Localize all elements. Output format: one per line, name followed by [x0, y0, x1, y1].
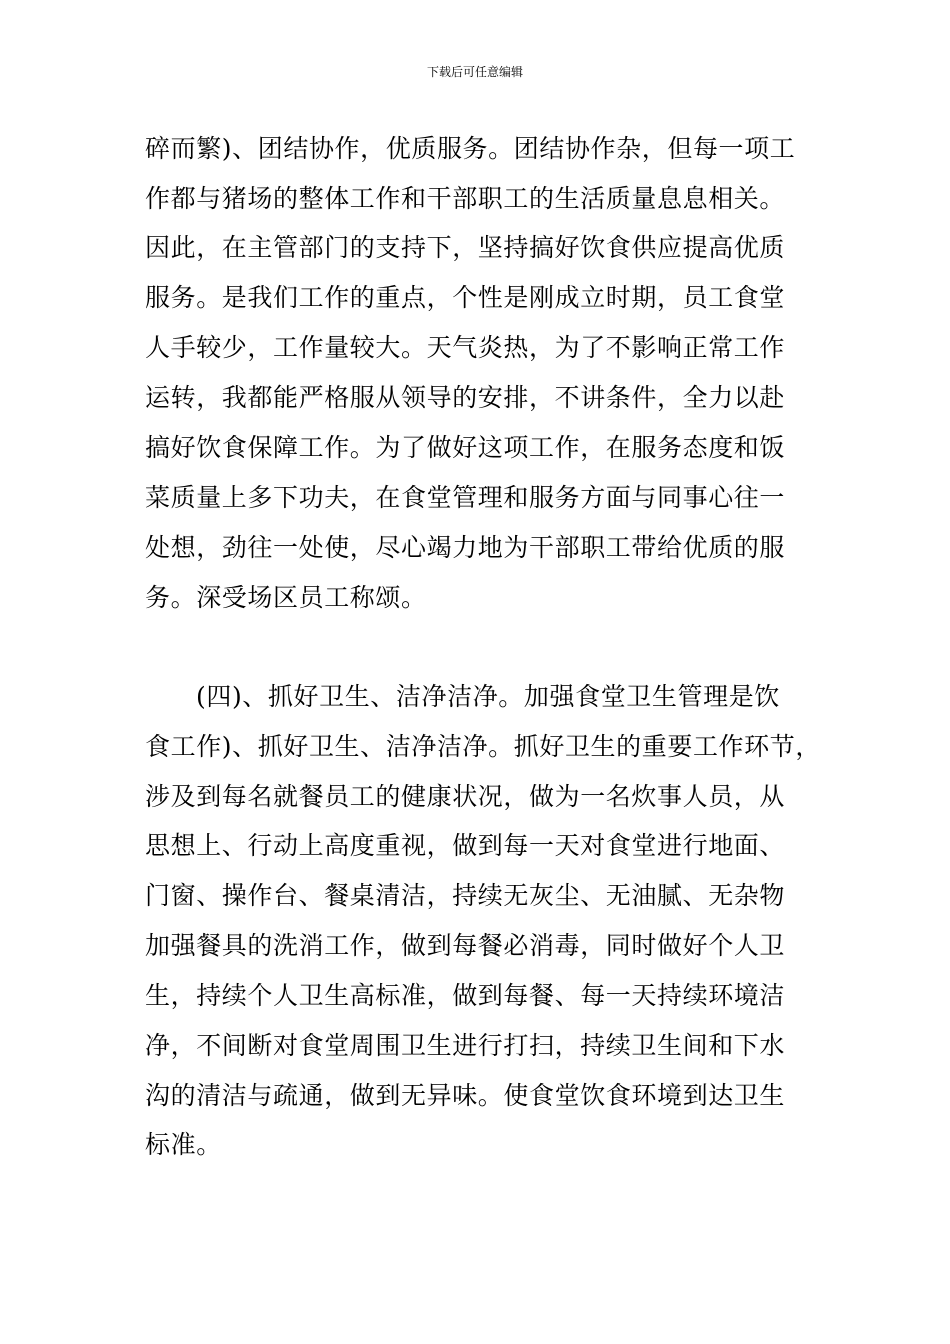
- text-line: 菜质量上多下功夫，在食堂管理和服务方面与同事心往一: [145, 483, 786, 512]
- text-line: (四)、抓好卫生、洁净洁净。加强食堂卫生管理是饮: [196, 682, 780, 711]
- text-line: 生，持续个人卫生高标准，做到每餐、每一天持续环境洁: [145, 981, 786, 1010]
- text-line: 净，不间断对食堂周围卫生进行打扫，持续卫生间和下水: [145, 1031, 786, 1060]
- text-line: 人手较少，工作量较大。天气炎热，为了不影响正常工作: [145, 333, 786, 362]
- text-line: 处想，劲往一处使，尽心竭力地为干部职工带给优质的服: [145, 533, 786, 562]
- text-line: 碎而繁)、团结协作，优质服务。团结协作杂，但每一项工: [145, 134, 796, 163]
- text-line: 思想上、行动上高度重视，做到每一天对食堂进行地面、: [145, 831, 786, 860]
- text-line: 加强餐具的洗消工作，做到每餐必消毒，同时做好个人卫: [145, 931, 786, 960]
- text-line: 沟的清洁与疏通，做到无异味。使食堂饮食环境到达卫生: [145, 1081, 786, 1110]
- page-header-note: 下载后可任意编辑: [426, 65, 523, 79]
- text-line: 务。深受场区员工称颂。: [145, 583, 427, 612]
- text-line: 涉及到每名就餐员工的健康状况，做为一名炊事人员，从: [145, 782, 786, 811]
- text-line: 搞好饮食保障工作。为了做好这项工作，在服务态度和饭: [145, 433, 786, 462]
- text-line: 运转，我都能严格服从领导的安排，不讲条件，全力以赴: [145, 383, 786, 412]
- text-line: 标准。: [145, 1130, 222, 1159]
- text-line: 因此，在主管部门的支持下，坚持搞好饮食供应提高优质: [145, 233, 786, 262]
- text-line: 门窗、操作台、餐桌清洁，持续无灰尘、无油腻、无杂物: [145, 881, 786, 910]
- text-line: 食工作)、抓好卫生、洁净洁净。抓好卫生的重要工作环节，: [145, 732, 821, 761]
- text-line: 服务。是我们工作的重点，个性是刚成立时期，员工食堂: [145, 283, 786, 312]
- text-line: 作都与猪场的整体工作和干部职工的生活质量息息相关。: [145, 184, 786, 213]
